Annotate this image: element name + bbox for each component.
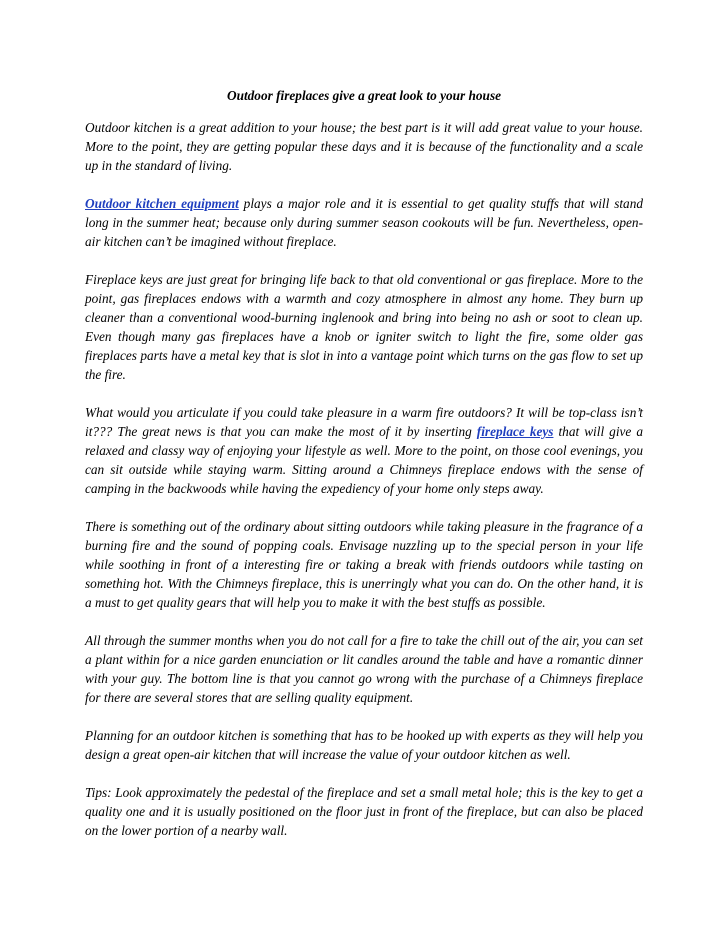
document-page (85, 86, 643, 859)
paragraph-4-text-a: What would you articulate if you could take pleasure in a warm fire outdoors? It will be top-class isn’t it??? The great news is that you can make the most of it by inserting (85, 405, 643, 439)
paragraph-3: Fireplace keys are just great for bringing life back to that old conventional or gas fireplace. More to the point, gas fireplaces endows with a warmth and cozy atmosphere in almost any home. They burn up cleaner than a conventional wood-burning inglenook and bring into being no ash or soot to clean up. Even though many gas fireplaces have a knob or igniter switch to light the fire, some older gas fireplaces parts have a metal key that is slot in into a vantage point which turns on the gas flow to set up the fire. (85, 272, 643, 382)
paragraph-1: Outdoor kitchen is a great addition to your house; the best part is it will add great value to your house. More to the point, they are getting popular these days and it is because of the functionality and a scale up in the standard of living. (85, 120, 643, 173)
paragraph-2-text: plays a major role and it is essential to get quality stuffs that will stand long in the summer heat; because only during summer season cookouts will be fun. Nevertheless, open-air kitchen can’t be imagined without fireplace. (85, 196, 644, 249)
outdoor-kitchen-equipment-link[interactable]: Outdoor kitchen equipment (85, 196, 239, 211)
paragraph-4-text-b: that will give a relaxed and classy way of enjoying your lifestyle as well. More to the point, on those cool evenings, you can sit outside while staying warm. Sitting around a Chimneys fireplace endows with the sense of camping in the backwoods while having the expediency of your home only steps away. (85, 424, 643, 496)
paragraph-5: There is something out of the ordinary about sitting outdoors while taking pleasure in the fragrance of a burning fire and the sound of popping coals. Envisage nuzzling up to the special person in your life while soothing in front of a interesting fire or taking a break with friends outdoors while tasting on something hot. With the Chimneys fireplace, this is unerringly what you can do. On the other hand, it is a must to get quality gears that will help you to make it with the best stuffs as possible. (85, 519, 643, 610)
fireplace-keys-link[interactable]: fireplace keys (476, 424, 554, 439)
paragraph-4 (85, 403, 643, 498)
document-title: Outdoor fireplaces give a great look to your house (226, 88, 502, 103)
paragraph-6: All through the summer months when you do not call for a fire to take the chill out of the air, you can set a plant within for a nice garden enunciation or lit candles around the table and have a romantic dinner with your guy. The bottom line is that you cannot go wrong with the purchase of a Chimneys fireplace for there are several stores that are selling quality equipment. (85, 633, 643, 705)
paragraph-7: Planning for an outdoor kitchen is something that has to be hooked up with experts as they will help you design a great open-air kitchen that will increase the value of your outdoor kitchen as well. (85, 728, 643, 762)
paragraph-2 (85, 194, 643, 251)
paragraph-8: Tips: Look approximately the pedestal of the fireplace and set a small metal hole; this is the key to get a quality one and it is usually positioned on the floor just in front of the fireplace, but can also be placed on the lower portion of a nearby wall. (85, 785, 643, 838)
